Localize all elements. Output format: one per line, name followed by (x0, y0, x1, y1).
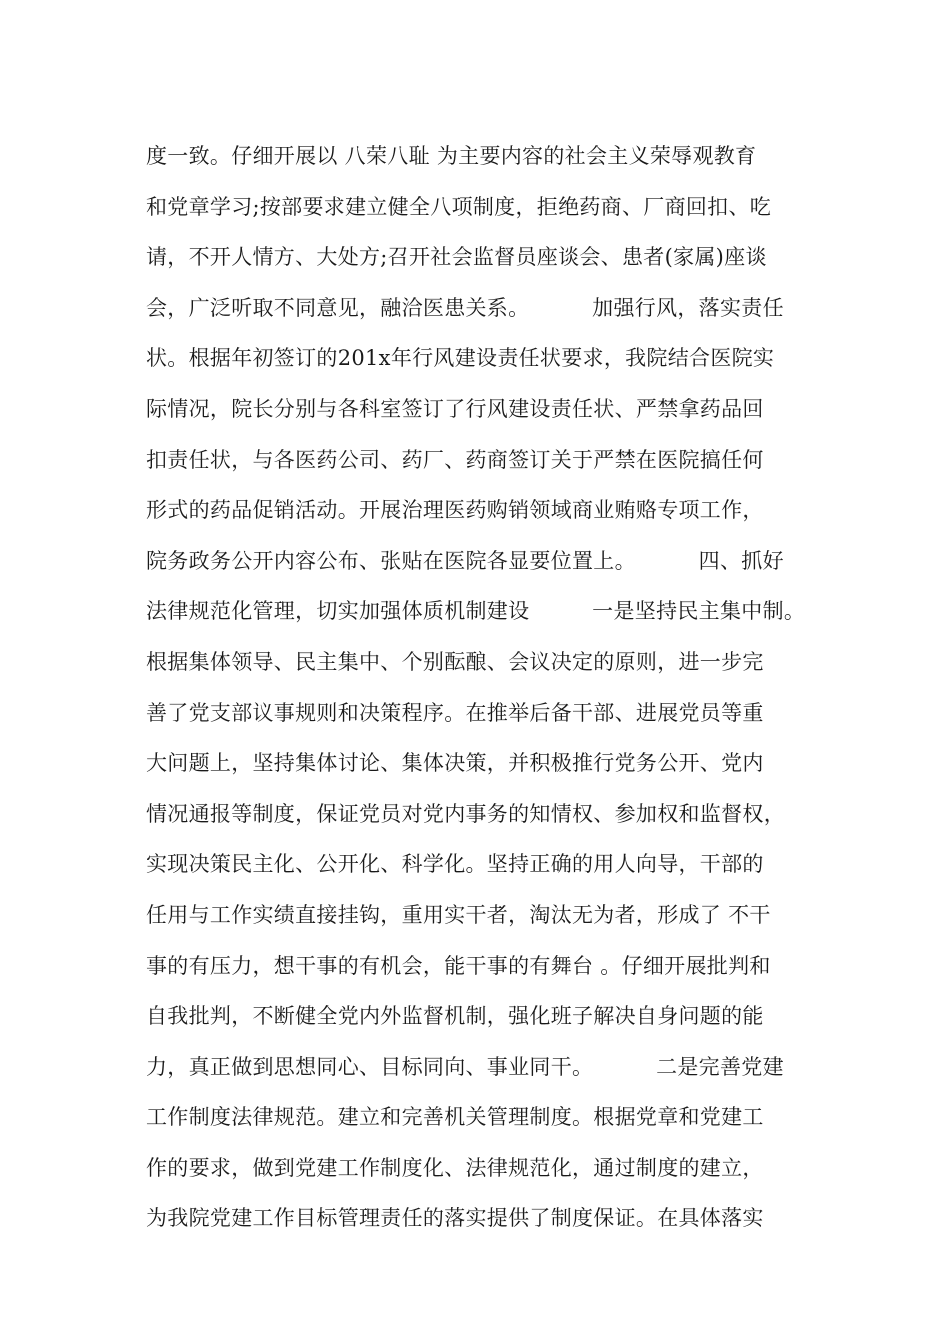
text-line: 大问题上，坚持集体讨论、集体决策，并积极推行党务公开、党内 (146, 751, 764, 776)
text-line: 任用与工作实绩直接挂钩，重用实干者，淘汰无为者，形成了 不干 (146, 902, 771, 927)
text-line: 工作制度法律规范。建立和完善机关管理制度。根据党章和党建工 (146, 1105, 764, 1130)
text-line: 形式的药品促销活动。开展治理医药购销领域商业贿赂专项工作， (146, 498, 764, 523)
text-line: 度一致。仔细开展以 八荣八耻 为主要内容的社会主义荣辱观教育 (146, 144, 757, 168)
text-line: 力，真正做到思想同心、目标同向、事业同干。 二是完善党建 (146, 1054, 784, 1079)
text-line: 事的有压力，想干事的有机会，能干事的有舞台 。仔细开展批判和 (146, 953, 771, 978)
text-line: 院务政务公开内容公布、张贴在医院各显要位置上。 四、抓好 (146, 548, 784, 573)
text-line: 扣责任状，与各医药公司、药厂、药商签订关于严禁在医院搞任何 (146, 447, 764, 472)
text-line: 和党章学习;按部要求建立健全八项制度，拒绝药商、厂商回扣、吃 (146, 194, 772, 219)
text-line: 实现决策民主化、公开化、科学化。坚持正确的用人向导，干部的 (146, 852, 764, 877)
text-line: 会，广泛听取不同意见，融洽医患关系。 加强行风，落实责任 (146, 295, 784, 320)
text-line: 自我批判，不断健全党内外监督机制，强化班子解决自身问题的能 (146, 1004, 764, 1029)
text-line: 根据集体领导、民主集中、个别酝酿、会议决定的原则，进一步完 (146, 649, 764, 674)
text-line: 作的要求，做到党建工作制度化、法律规范化，通过制度的建立， (146, 1155, 764, 1180)
text-line: 法律规范化管理，切实加强体质机制建设 一是坚持民主集中制。 (146, 599, 806, 624)
text-line: 情况通报等制度，保证党员对党内事务的知情权、参加权和监督权， (146, 801, 785, 826)
text-line: 请，不开人情方、大处方;召开社会监督员座谈会、患者(家属)座谈 (146, 245, 767, 270)
document-body (146, 131, 836, 1244)
text-line: 状。根据年初签订的201x年行风建设责任状要求，我院结合医院实 (146, 346, 775, 371)
text-line: 为我院党建工作目标管理责任的落实提供了制度保证。在具体落实 (146, 1206, 764, 1231)
text-line: 善了党支部议事规则和决策程序。在推举后备干部、进展党员等重 (146, 700, 764, 725)
text-line: 际情况，院长分别与各科室签订了行风建设责任状、严禁拿药品回 (146, 396, 764, 421)
